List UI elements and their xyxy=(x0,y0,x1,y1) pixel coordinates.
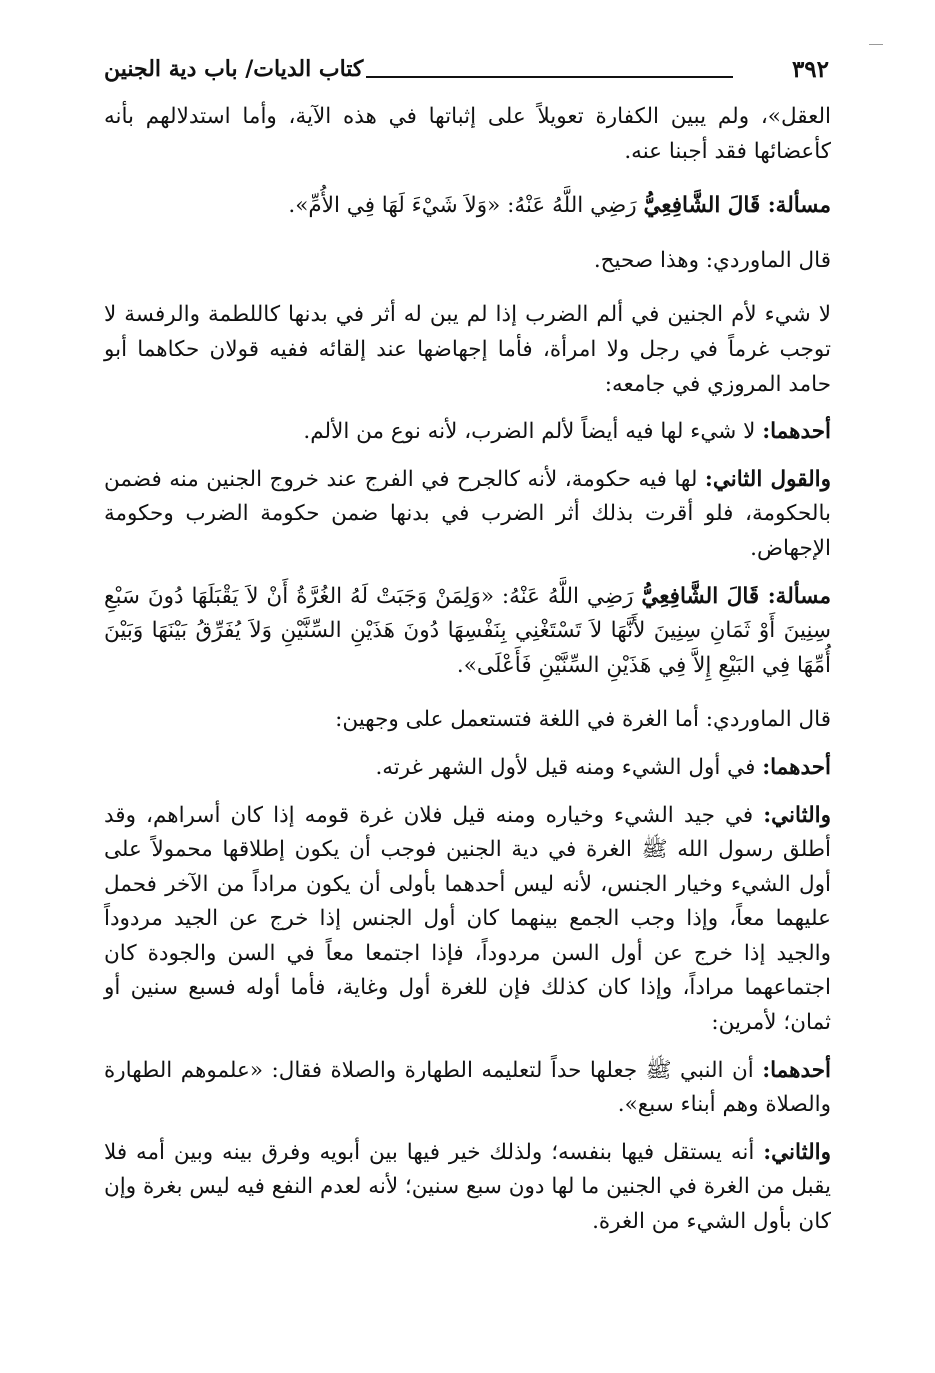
paragraph-6: والقول الثاني: لها فيه حكومة، لأنه كالجرح في الفرج عند خروج الجنين منه فضمن بالحكومة، فلو أقرت بذلك أثر الضرب في بدنها ضمن حكومة الضرب وحكومة الإجهاض. xyxy=(104,466,831,561)
paragraph-8: قال الماوردي: أما الغرة في اللغة فتستعمل على وجهين: xyxy=(335,707,831,733)
running-title: كتاب الديات/ باب دية الجنين xyxy=(104,56,364,82)
page-body xyxy=(104,100,831,1253)
paragraph-2: مسألة: قَالَ الشَّافِعِيُّ رَضِي اللَّهُ عَنْهُ: «وَلاَ شَيْءَ لَهَا فِي الأُمِّ». xyxy=(288,193,831,219)
paragraph-1: العقل»، ولم يبين الكفارة تعويلاً على إثباتها في هذه الآية، وأما استدلالهم بأنه كأعضائها فقد أجبنا عنه. xyxy=(104,104,831,164)
paragraph-5: أحدهما: لا شيء لها فيه أيضاً لألم الضرب، لأنه نوع من الألم. xyxy=(303,419,831,445)
paragraph-10: والثاني: في جيد الشيء وخياره ومنه قيل فلان غرة قومه إذا كان أسراهم، وقد أطلق رسول الله ﷺ الغرة في دية الجنين فوجب أن يكون إطلاقها محمولاً على أول الشيء وخيار الجنس، لأنه ليس أحدهما بأولى أن يكون مراداً من الآخر فحمل عليهما معاً، وإذا وجب الجمع بينهما كان أول الجنس إذا خرج عن الجيد مردوداً والجيد إذا خرج عن أول السن مردوداً، فإذا اجتمعا معاً في السن والجودة كان اجتماعهما مراداً، وإذا كان كذلك فإن للغرة أول وغاية، فأما أوله فسبع سنين أو ثمان؛ لأمرين: xyxy=(104,802,831,1036)
header-rule xyxy=(366,76,733,78)
paragraph-11: أحدهما: أن النبي ﷺ جعلها حداً لتعليمه الطهارة والصلاة فقال: «علموهم الطهارة والصلاة وهم أبناء سبع». xyxy=(104,1057,831,1118)
paragraph-9: أحدهما: في أول الشيء ومنه قيل لأول الشهر غرته. xyxy=(375,754,831,780)
page-header xyxy=(104,56,829,96)
paragraph-4: لا شيء لأم الجنين في ألم الضرب إذا لم يبن له أثر في بدنها كاللطمة والرفسة لا توجب غرماً في رجل ولا امرأة، فأما إجهاضها عند إلقائه ففيه قولان حكاهما أبو حامد المروزي في جامعه: xyxy=(104,302,831,397)
paragraph-7: مسألة: قَالَ الشَّافِعِيُّ رَضِي اللَّهُ عَنْهُ: «وَلِمَنْ وَجَبَتْ لَهُ الغُرَّةُ أَنْ لاَ يَقْبَلَهَا دُونَ سَبْعِ سِنِينَ أَوْ ثَمَانِ سِنِينَ لأَنَّهَا لاَ تَسْتَغْنِي بِنَفْسِهَا دُونَ هَذَيْنِ السِّنَّيْنِ وَلاَ يُفَرِّقُ بَيْنَهَا وَبَيْنَ أُمِّهَا فِي البَيْعِ إِلاَّ فِي هَذَيْنِ السِّنَّيْنِ فَأَعْلَى». xyxy=(104,583,831,678)
paragraph-12: والثاني: أنه يستقل فيها بنفسه؛ ولذلك خير فيها بين أبويه وفرق بينه وبين أمه فلا يقبل من الغرة في الجنين ما لها دون سبع سنين؛ لأنه لعدم النفع فيه ليس بغرة وإن كان بأول الشيء من الغرة. xyxy=(104,1139,831,1235)
page-number: ٣٩٢ xyxy=(791,56,829,83)
paragraph-3: قال الماوردي: وهذا صحيح. xyxy=(593,247,831,273)
scan-mark xyxy=(869,44,883,45)
